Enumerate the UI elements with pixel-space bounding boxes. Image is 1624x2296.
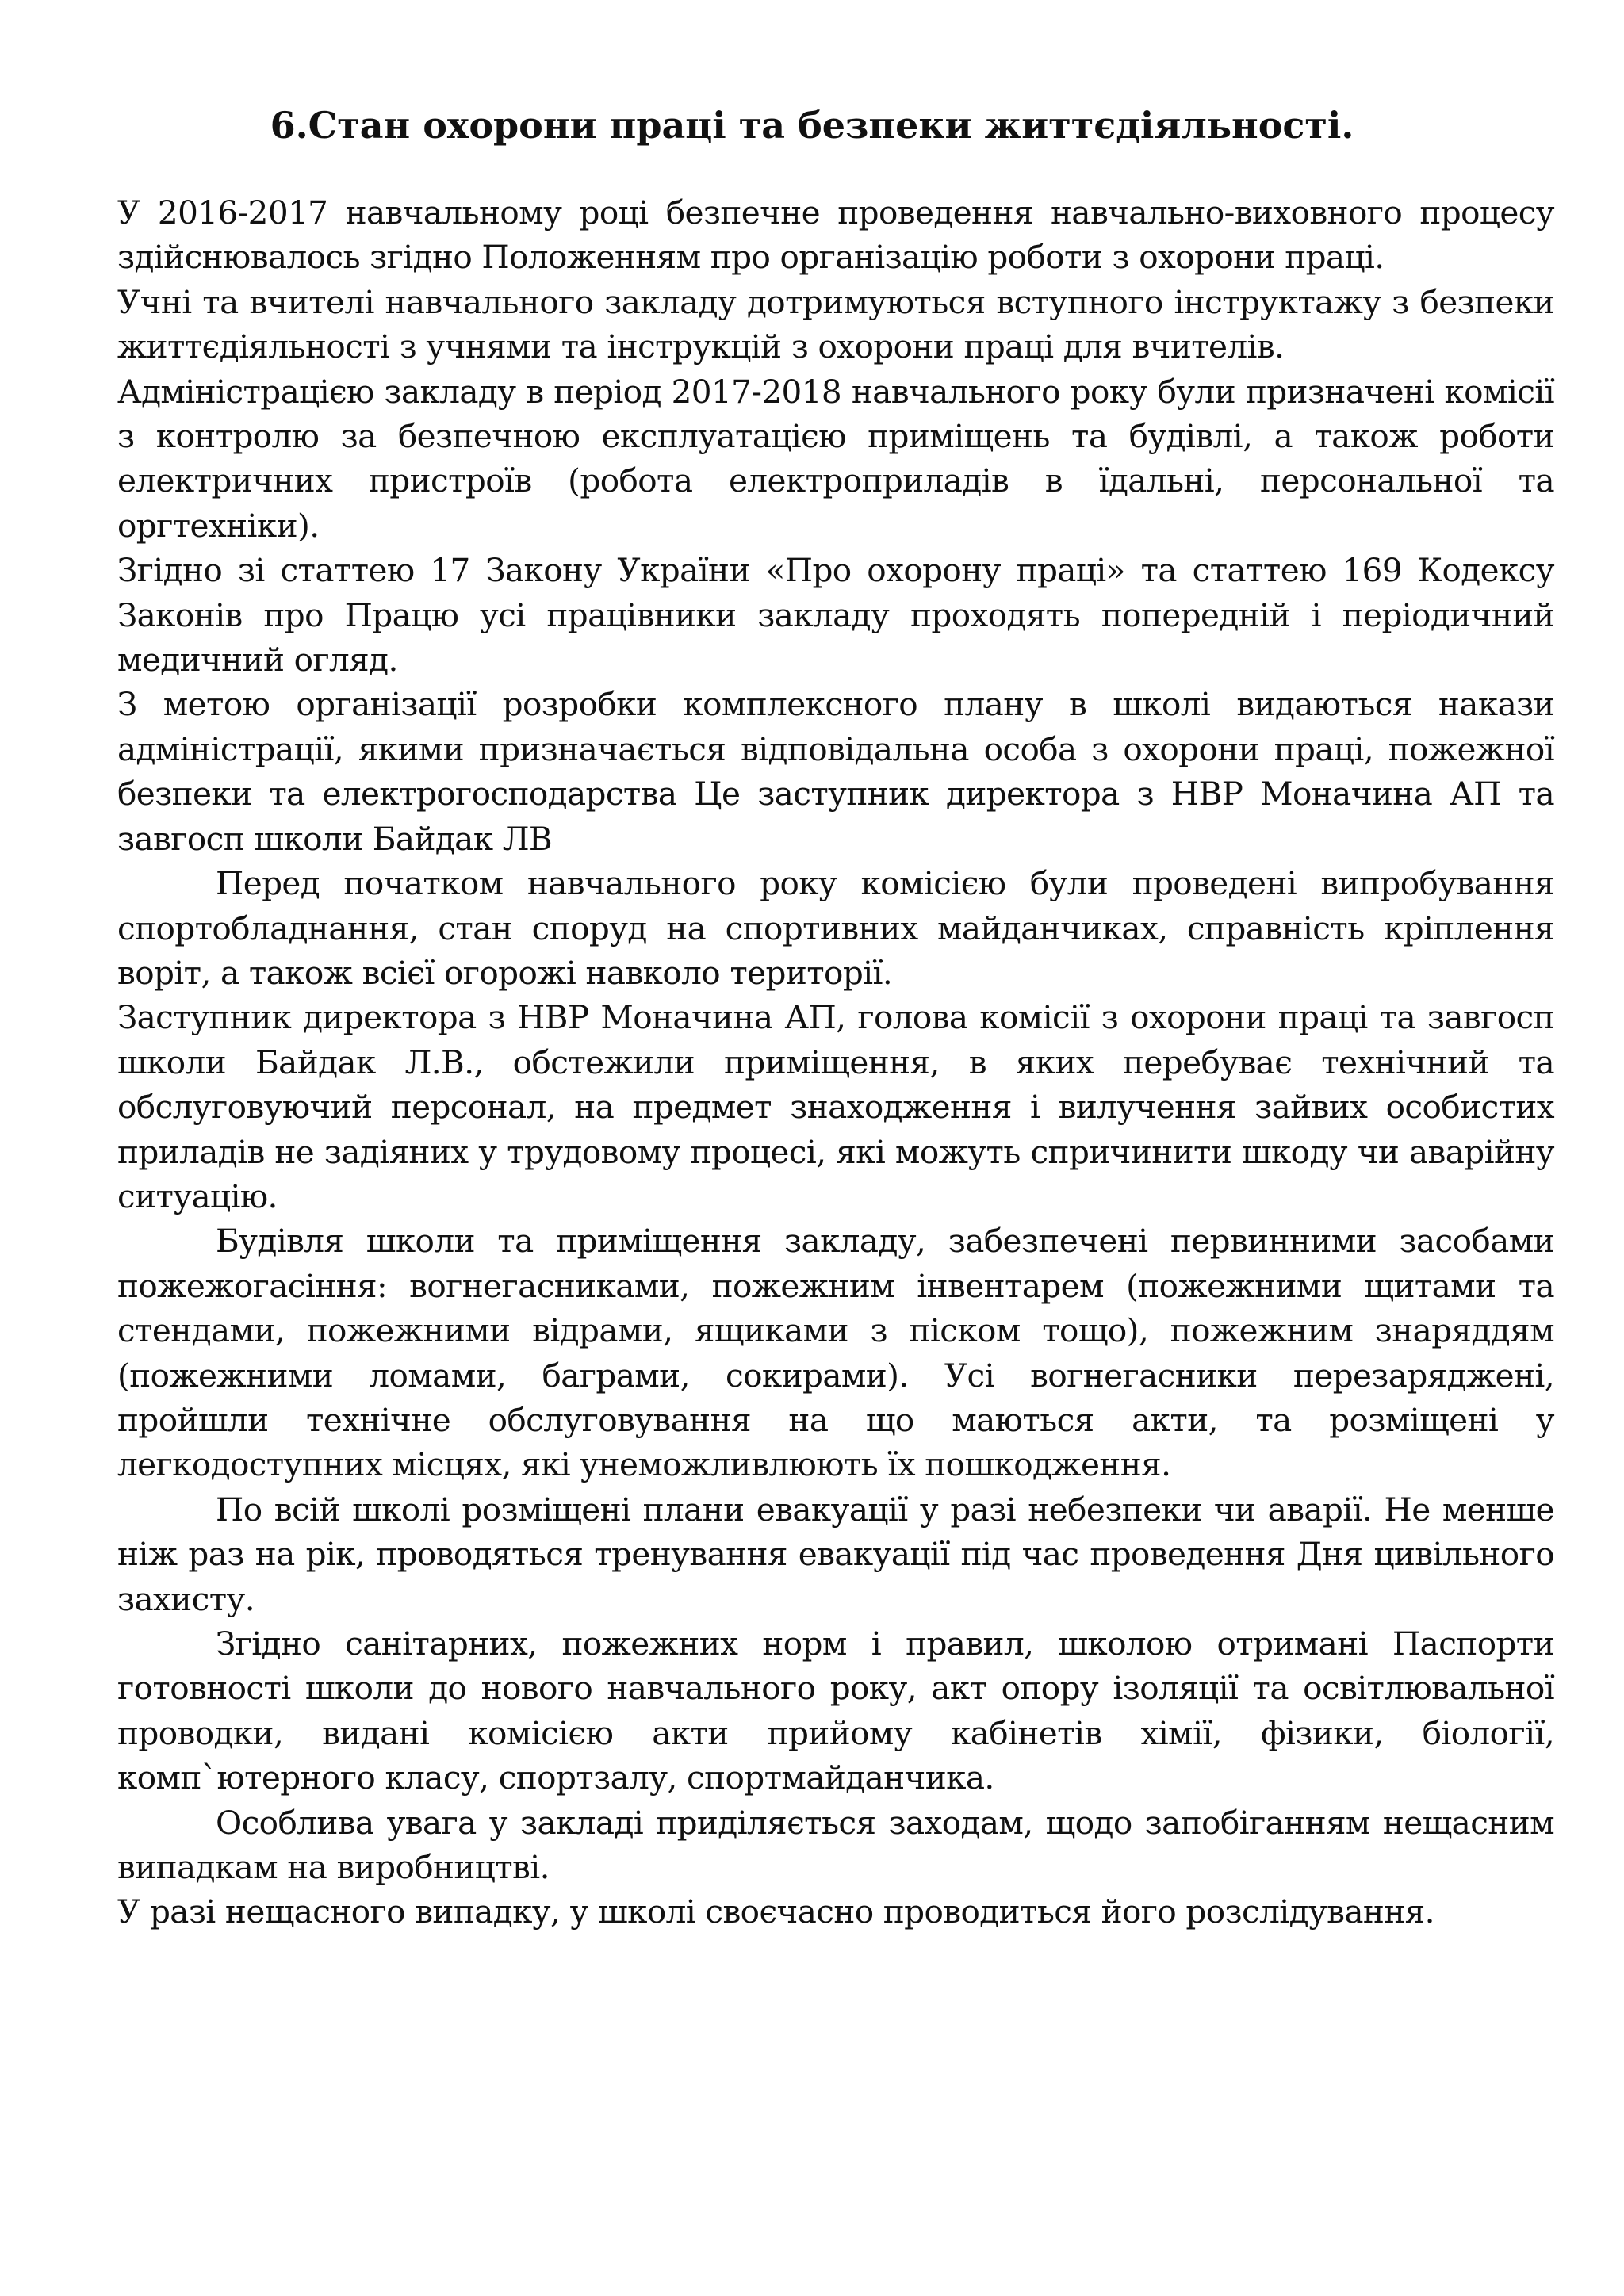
paragraph: З метою організації розробки комплексного плану в школі видаються накази адміністрації, якими призначається відповідальна особа з охорони праці, пожежної безпеки та електрогосподарства Це заступник директора з НВР Моначина АП та завгосп школи Байдак ЛВ	[117, 685, 1554, 858]
document-title: 6.Стан охорони праці та безпеки життєдіяльності.	[270, 104, 1354, 147]
paragraph: По всій школі розміщені плани евакуації у разі небезпеки чи аварії. Не менше ніж раз на рік, проводяться тренування евакуації під час проведення Дня цивільного захисту.	[117, 1490, 1554, 1618]
paragraph: У 2016-2017 навчальному році безпечне проведення навчально-виховного процесу здійснювалось згідно Положенням про організацію роботи з охорони праці.	[117, 193, 1554, 277]
paragraph: У разі нещасного випадку, у школі своєчасно проводиться його розслідування.	[117, 1892, 1434, 1931]
paragraph: Учні та вчителі навчального закладу дотримуються вступного інструктажу з безпеки життєдіяльності з учнями та інструкцій з охорони праці для вчителів.	[117, 282, 1554, 366]
paragraph: Згідно зі статтею 17 Закону України «Про охорону праці» та статтею 169 Кодексу Законів про Працю усі працівники закладу проходять попередній і періодичний медичний огляд.	[117, 551, 1554, 679]
paragraph: Особлива увага у закладі приділяється заходам, щодо запобіганням нещасним випадкам на виробництві.	[117, 1803, 1554, 1887]
paragraph: Перед початком навчального року комісією були проведені випробування спортобладнання, стан споруд на спортивних майданчиках, справність кріплення воріт, а також всієї огорожі навколо території.	[117, 864, 1554, 992]
paragraph: Адміністрацією закладу в період 2017-2018 навчального року були призначені комісії з контролю за безпечною експлуатацією приміщень та будівлі, а також роботи електричних пристроїв (робота електроприладів в їдальні, персональної та оргтехніки).	[117, 372, 1554, 545]
document-body	[117, 190, 1554, 1934]
paragraph: Будівля школи та приміщення закладу, забезпечені первинними засобами пожежогасіння: вогнегасниками, пожежним інвентарем (пожежними щитами та стендами, пожежними відрами, ящиками з піском тощо), пожежним знаряддям (пожежними ломами, баграми, сокирами). Усі вогнегасники перезаряджені, пройшли технічне обслуговування на що маються акти, та розміщені у легкодоступних місцях, які унеможливлюють їх пошкодження.	[117, 1222, 1554, 1484]
paragraph: Заступник директора з НВР Моначина АП, голова комісії з охорони праці та завгосп школи Байдак Л.В., обстежили приміщення, в яких перебуває технічний та обслуговуючий персонал, на предмет знаходження і вилучення зайвих особистих приладів не задіяних у трудовому процесі, які можуть спричинити шкоду чи аварійну ситуацію.	[117, 998, 1554, 1215]
paragraph: Згідно санітарних, пожежних норм і правил, школою отримані Паспорти готовності школи до нового навчального року, акт опору ізоляції та освітлювальної проводки, видані комісією акти прийому кабінетів хімії, фізики, біології, комп`ютерного класу, спортзалу, спортмайданчика.	[117, 1624, 1554, 1797]
